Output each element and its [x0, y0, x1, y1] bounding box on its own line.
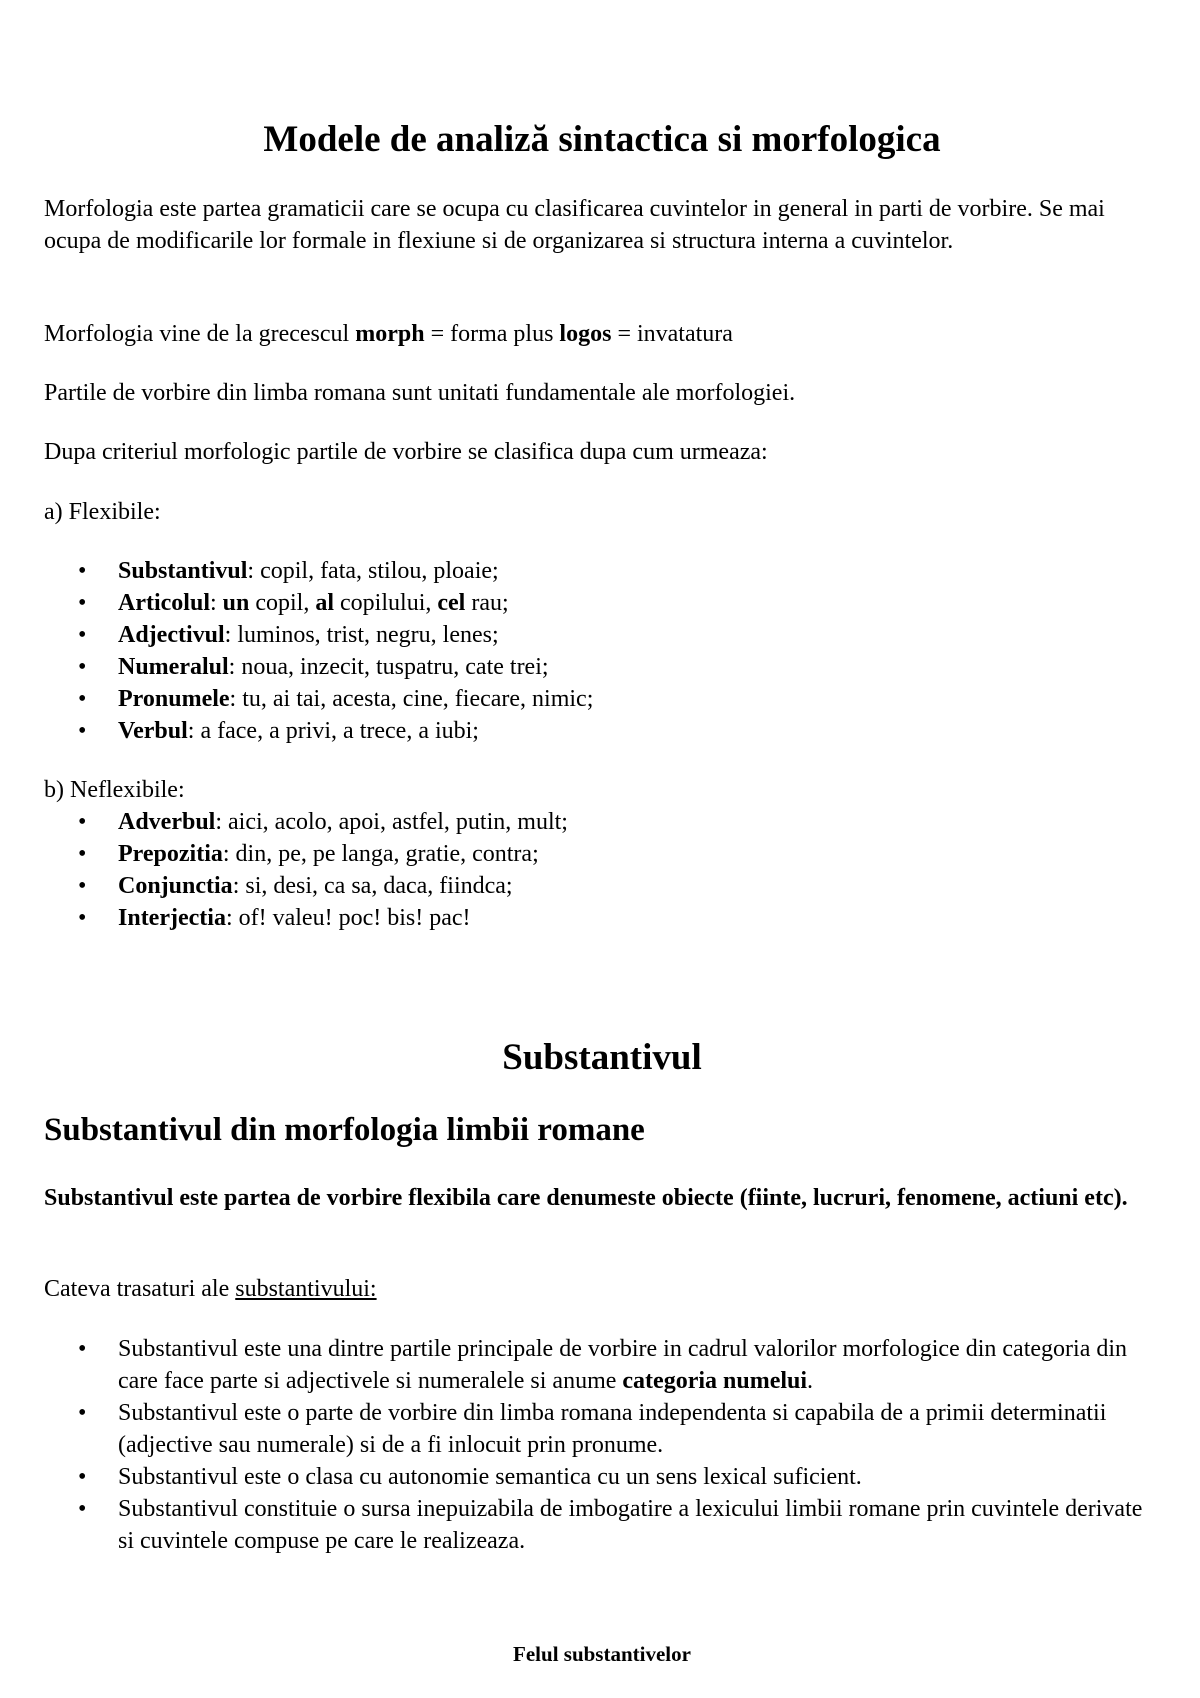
list-item-text: : of! valeu! poc! bis! pac!	[225, 905, 471, 931]
noun-definition: Substantivul este partea de vorbire flexibila care denumeste obiecte (fiinte, lucruri, fenomene, actiuni etc).	[44, 1185, 1128, 1211]
list-item-term: Verbul	[118, 718, 188, 744]
list-item-text: Substantivul constituie o sursa inepuizabila de imbogatire a lexicului limbii romane prin cuvintele derivate si cuvintele compuse pe care le realizeaza.	[118, 1496, 1143, 1554]
article-example-al: al	[315, 590, 335, 616]
list-item	[44, 1333, 1160, 1397]
list-item-emphasis: categoria numelui	[622, 1368, 808, 1394]
list-item	[44, 902, 1160, 934]
list-item-text: rau;	[465, 590, 509, 616]
page-title: Modele de analiză sintactica si morfologica	[263, 119, 941, 160]
list-item-text: Substantivul este una dintre partile principale de vorbire in cadrul valorilor morfologice din categoria din care face parte si adjectivele si numeralele si anume	[118, 1336, 1128, 1394]
list-item	[44, 870, 1160, 902]
list-item	[44, 1397, 1160, 1461]
list-item-text: copil,	[249, 590, 316, 616]
section-subheading: Substantivul din morfologia limbii romane	[44, 1112, 645, 1148]
traits-intro-underlined: substantivului:	[235, 1276, 377, 1302]
list-item-term: Pronumele	[118, 686, 230, 712]
list-item-text: : copil, fata, stilou, ploaie;	[247, 558, 499, 584]
list-item-text: : a face, a privi, a trece, a iubi;	[187, 718, 479, 744]
list-item	[44, 715, 1160, 747]
list-item-text: Substantivul este o parte de vorbire din limba romana independenta si capabila de a primii determinatii (adjective sau numerale) si de a fi inlocuit prin pronume.	[118, 1400, 1107, 1458]
etymology-mid: = forma plus	[424, 321, 560, 347]
list-item	[44, 555, 1160, 587]
list-item-term: Articolul	[118, 590, 210, 616]
list-item-text: Substantivul este o clasa cu autonomie semantica cu un sens lexical suficient.	[118, 1464, 862, 1490]
list-item	[44, 619, 1160, 651]
article-example-un: un	[222, 590, 250, 616]
list-item-end: .	[807, 1368, 814, 1394]
list-item-text: : noua, inzecit, tuspatru, cate trei;	[228, 654, 549, 680]
criterion-paragraph: Dupa criteriul morfologic partile de vorbire se clasifica dupa cum urmeaza:	[44, 439, 768, 465]
list-item-term: Conjunctia	[118, 873, 233, 899]
list-item-term: Prepozitia	[118, 841, 223, 867]
traits-intro	[44, 1273, 1160, 1305]
list-item-text: : din, pe, pe langa, gratie, contra;	[222, 841, 539, 867]
list-item-text: : aici, acolo, apoi, astfel, putin, mult;	[215, 809, 568, 835]
list-item-term: Adverbul	[118, 809, 216, 835]
article-example-cel: cel	[437, 590, 466, 616]
list-item	[44, 651, 1160, 683]
section-heading-substantivul: Substantivul	[502, 1037, 702, 1078]
list-item-term: Interjectia	[118, 905, 226, 931]
neflexibile-heading: b) Neflexibile:	[44, 777, 185, 803]
list-item-term: Adjectivul	[118, 622, 225, 648]
etymology-paragraph	[44, 318, 1160, 350]
neflexibile-list	[44, 806, 1160, 934]
list-item	[44, 838, 1160, 870]
list-item	[44, 1461, 1160, 1493]
etymology-term-morph: morph	[355, 321, 425, 347]
list-item-text: : tu, ai tai, acesta, cine, fiecare, nimic;	[229, 686, 594, 712]
list-item	[44, 683, 1160, 715]
list-item	[44, 806, 1160, 838]
flexibile-list	[44, 555, 1160, 747]
list-item	[44, 587, 1160, 619]
traits-list	[44, 1333, 1160, 1557]
morphology-definition: Morfologia este partea gramaticii care se ocupa cu clasificarea cuvintelor in general in parti de vorbire. Se mai ocupa de modificarile lor formale in flexiune si de organizarea si structura interna a cuvintelor.	[44, 196, 1105, 254]
traits-intro-text: Cateva trasaturi ale	[44, 1276, 236, 1302]
etymology-term-logos: logos	[559, 321, 612, 347]
list-item-term: Numeralul	[118, 654, 229, 680]
list-item-text: : luminos, trist, negru, lenes;	[224, 622, 499, 648]
list-item-text: copilului,	[334, 590, 438, 616]
units-paragraph: Partile de vorbire din limba romana sunt unitati fundamentale ale morfologiei.	[44, 380, 796, 406]
etymology-post: = invatatura	[611, 321, 733, 347]
footer-heading: Felul substantivelor	[513, 1642, 691, 1666]
list-item-text: : si, desi, ca sa, daca, fiindca;	[232, 873, 513, 899]
flexibile-heading: a) Flexibile:	[44, 499, 161, 525]
etymology-pre: Morfologia vine de la grecescul	[44, 321, 356, 347]
list-item	[44, 1493, 1160, 1557]
list-item-text: :	[209, 590, 223, 616]
list-item-term: Substantivul	[118, 558, 248, 584]
